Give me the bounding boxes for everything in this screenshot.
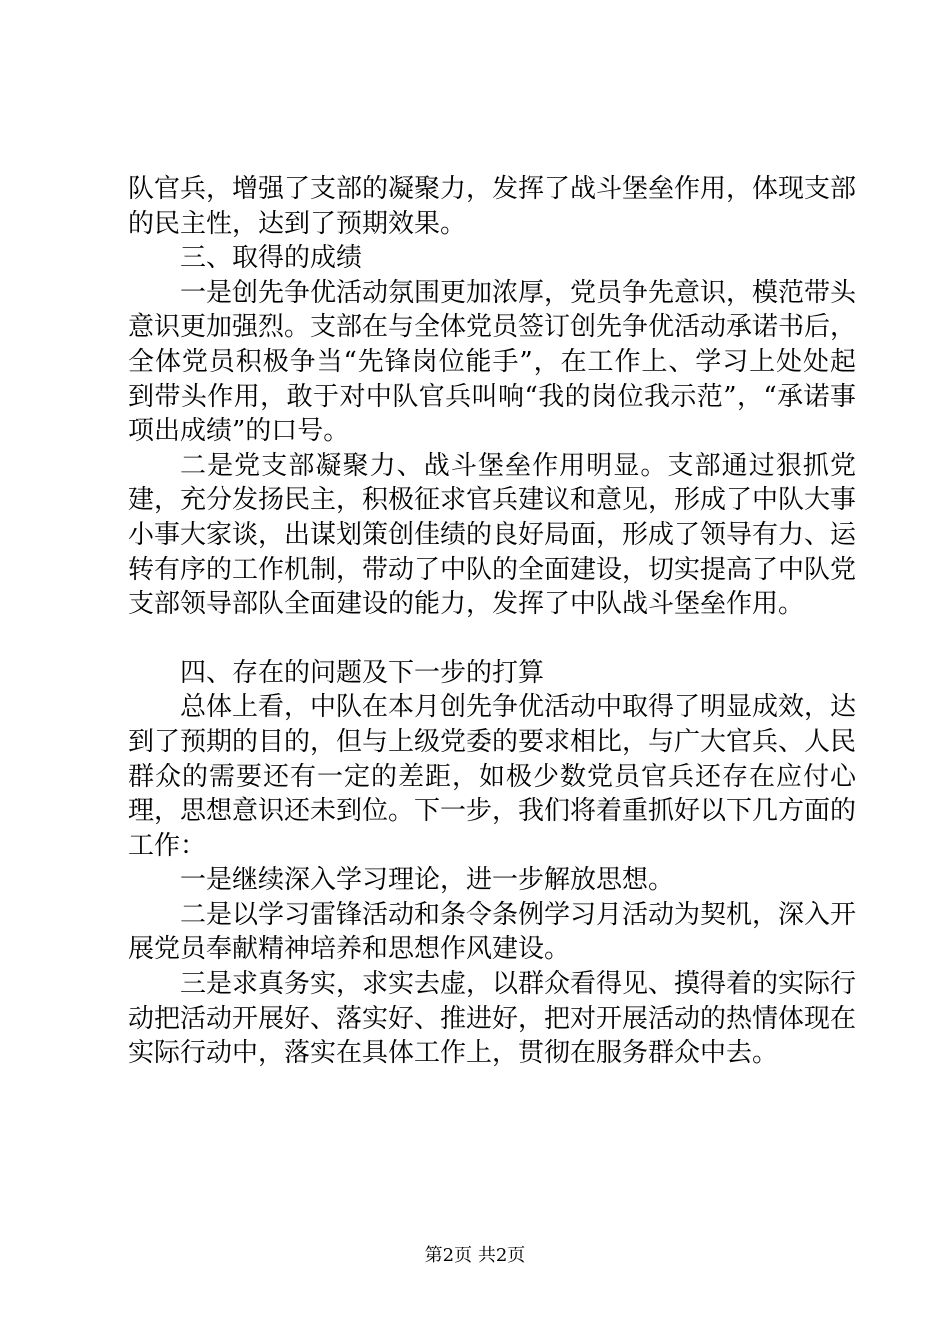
paragraph-continuation: 队官兵，增强了支部的凝聚力，发挥了战斗堡垒作用，体现支部的民主性，达到了预期效果。 — [128, 174, 857, 239]
page-footer — [0, 1244, 950, 1268]
paragraph-plan-2: 二是以学习雷锋活动和条令条例学习月活动为契机，深入开展党员奉献精神培养和思想作风建设。 — [128, 899, 857, 965]
section-heading-problems: 四、存在的问题及下一步的打算 — [180, 657, 545, 688]
paragraph-achievement-2: 二是党支部凝聚力、战斗堡垒作用明显。支部通过狠抓党建，充分发扬民主，积极征求官兵建议和意见，形成了中队大事小事大家谈，出谋划策创佳绩的良好局面，形成了领导有力、运转有序的工作机制，带动了中队的全面建设，切实提高了中队党支部领导部队全面建设的能力，发挥了中队战斗堡垒作用。 — [128, 450, 857, 620]
paragraph-plan-3: 三是求真务实，求实去虚，以群众看得见、摸得着的实际行动把活动开展好、落实好、推进好，把对开展活动的热情体现在实际行动中，落实在具体工作上，贯彻在服务群众中去。 — [128, 969, 857, 1069]
paragraph-overview: 总体上看，中队在本月创先争优活动中取得了明显成效，达到了预期的目的，但与上级党委的要求相比，与广大官兵、人民群众的需要还有一定的差距，如极少数党员官兵还存在应付心理，思想意识还未到位。下一步，我们将着重抓好以下几方面的工作： — [128, 692, 857, 861]
section-heading-achievements: 三、取得的成绩 — [180, 243, 363, 274]
document-body — [128, 172, 856, 1071]
paragraph-gap — [128, 622, 856, 656]
paragraph-achievement-1: 一是创先争优活动氛围更加浓厚，党员争先意识，模范带头意识更加强烈。支部在与全体党员签订创先争优活动承诺书后，全体党员积极争当“先锋岗位能手”，在工作上、学习上处处起到带头作用，敢于对中队官兵叫响“我的岗位我示范”，“承诺事项出成绩”的口号。 — [128, 277, 857, 447]
page-number-label: 第2页 共2页 — [424, 1245, 526, 1266]
paragraph-plan-1: 一是继续深入学习理论，进一步解放思想。 — [180, 865, 675, 896]
